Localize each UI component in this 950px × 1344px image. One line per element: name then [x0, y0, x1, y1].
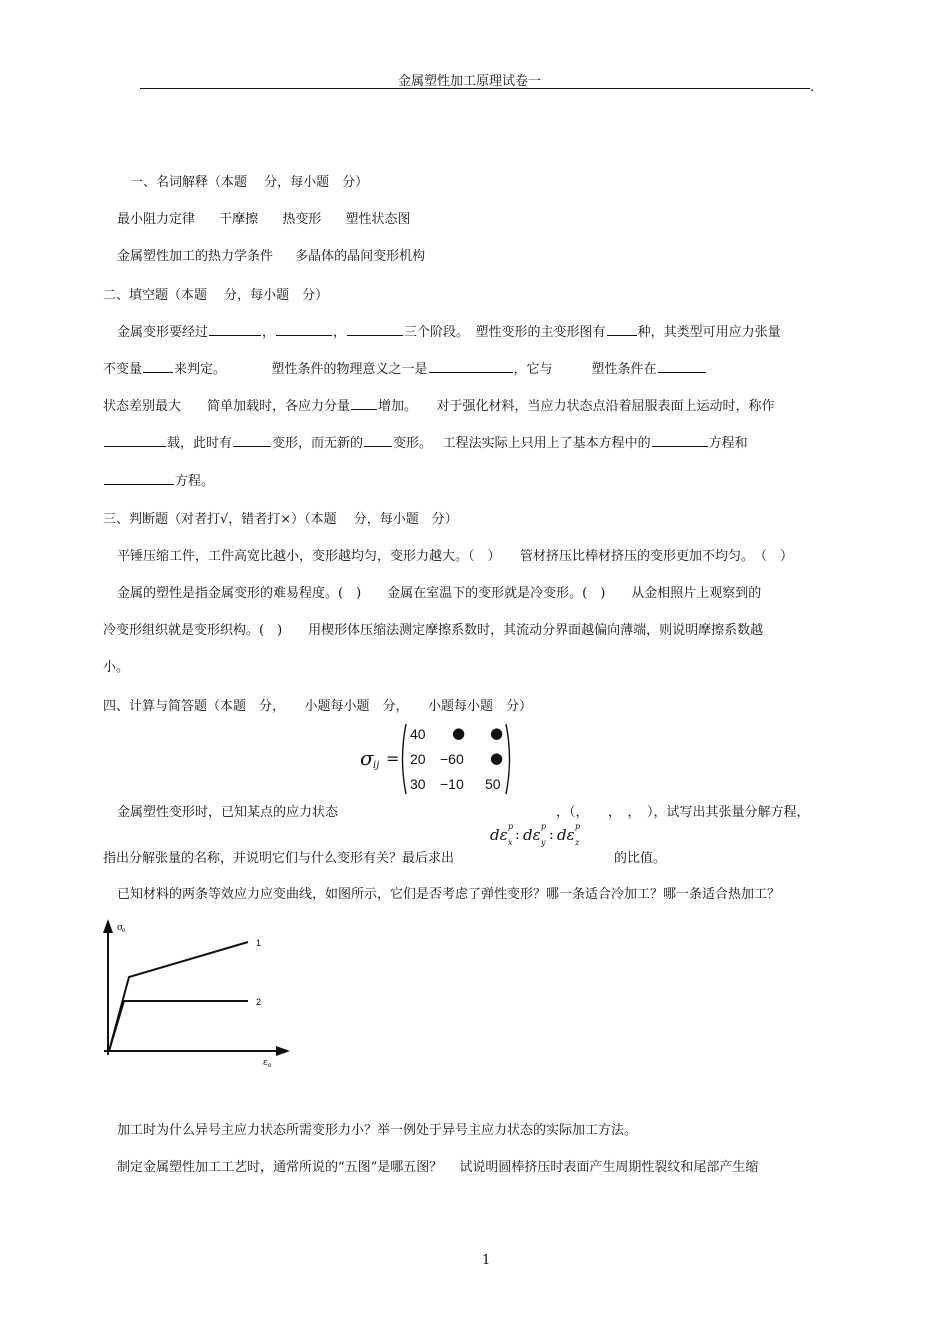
matrix-cell: 40	[410, 726, 426, 742]
text: 三个阶段。 塑性变形的主变形图有	[404, 325, 606, 340]
x-axis-label: ε	[263, 1058, 268, 1068]
ratio-sup: p	[541, 822, 547, 831]
matrix-cell: ●	[490, 749, 504, 767]
equals-sign: =	[386, 749, 400, 768]
y-axis-label: σ	[117, 923, 124, 933]
fill-line-3	[103, 395, 775, 414]
text: 不变量	[103, 362, 143, 377]
matrix-cell: 20	[410, 751, 426, 767]
text: 方程和	[708, 436, 748, 451]
ratio-sub: y	[541, 838, 546, 847]
ratio-sub: z	[575, 838, 580, 847]
blank	[364, 435, 392, 447]
matrix-cell: 50	[485, 776, 501, 792]
matrix-cell: −10	[440, 776, 464, 792]
colon: :	[515, 827, 520, 843]
x-axis-arrow	[276, 1046, 290, 1056]
fill-line-1	[117, 321, 781, 340]
curve-1-label: 1	[256, 938, 262, 948]
question-1-line-2: 指出分解张量的名称，并说明它们与什么变形有关？最后求出	[103, 851, 455, 866]
colon: :	[549, 827, 554, 843]
text: 增加。 对于强化材料，当应力状态点沿着屈服表面上运动时，称作	[378, 399, 775, 414]
y-axis-label-sub: e	[122, 927, 126, 934]
term-list-row-1	[117, 208, 410, 227]
text: 金属变形要经过	[117, 325, 209, 340]
blank	[233, 435, 271, 447]
section-4-heading: 四、计算与简答题（本题 分， 小题每小题 分， 小题每小题 分）	[103, 699, 533, 714]
x-axis-label-sub: e	[268, 1062, 272, 1069]
text: ，	[333, 325, 347, 340]
matrix-cell: −60	[440, 751, 464, 767]
term: 干摩擦	[219, 212, 259, 227]
blank	[429, 361, 513, 373]
ratio-term: dε	[523, 826, 541, 844]
blank	[652, 435, 708, 447]
matrix-cell: 30	[410, 776, 426, 792]
judge-line-3: 冷变形组织就是变形织构。( ) 用楔形体压缩法测定摩擦系数时，其流动分界面越偏向薄端，则说明摩擦系数越	[103, 623, 764, 638]
blank	[351, 398, 377, 410]
blank	[104, 435, 166, 447]
blank	[143, 361, 173, 373]
header-rule	[140, 88, 810, 89]
matrix-symbol: σ	[360, 746, 374, 770]
curve-1	[109, 942, 248, 1051]
text: 变形，而无新的	[272, 436, 364, 451]
blank	[607, 324, 637, 336]
text: 来判定。 塑性条件的物理意义之一是	[174, 362, 428, 377]
matrix-subscript: ij	[373, 760, 380, 771]
term-list-row-2	[117, 245, 425, 264]
text: 方程。	[175, 474, 215, 489]
section-3-heading: 三、判断题（对者打√，错者打×）（本题 分，每小题 分）	[103, 512, 458, 527]
term: 热变形	[282, 212, 322, 227]
curve-2-label: 2	[256, 997, 262, 1007]
fill-line-4	[103, 432, 748, 451]
page-title: 金属塑性加工原理试卷一	[398, 74, 542, 89]
text: ，它与 塑性条件在	[513, 362, 657, 377]
term: 最小阻力定律	[117, 212, 196, 227]
matrix-cell: ●	[452, 724, 466, 742]
term: 多晶体的晶间变形机构	[295, 249, 426, 264]
term: 金属塑性加工的热力学条件	[117, 249, 274, 264]
text: ，	[262, 325, 276, 340]
judge-line-4: 小。	[103, 660, 130, 675]
matrix-cell: ●	[490, 724, 504, 742]
page-number: 1	[482, 1253, 491, 1268]
section-1-heading: 一、名词解释（本题 分，每小题 分）	[130, 175, 369, 190]
ratio-term: dε	[490, 826, 508, 844]
question-1-line-2b: 的比值。	[614, 851, 667, 866]
question-1-line-1b: ，（， ， ， ），试写出其张量分解方程，	[556, 805, 810, 820]
ratio-sup: p	[575, 822, 581, 831]
stress-strain-figure	[96, 915, 306, 1070]
blank	[209, 324, 261, 336]
ratio-term: dε	[557, 826, 575, 844]
strain-ratio-formula	[490, 824, 610, 854]
blank	[347, 324, 403, 336]
fill-line-5	[103, 470, 214, 489]
blank	[658, 361, 706, 373]
header-mark: .	[810, 80, 815, 95]
stress-matrix	[360, 722, 520, 796]
question-3: 加工时为什么异号主应力状态所需变形力小？举一例处于异号主应力状态的实际加工方法。	[117, 1123, 638, 1138]
blank	[276, 324, 332, 336]
text: 种，其类型可用应力张量	[637, 325, 781, 340]
fill-line-2	[103, 358, 707, 377]
question-2: 已知材料的两条等效应力应变曲线，如图所示，它们是否考虑了弹性变形？哪一条适合冷加工？哪一条适合热加工？	[117, 887, 781, 902]
y-axis-arrow	[103, 919, 113, 933]
ratio-sup: p	[508, 822, 514, 831]
question-4: 制定金属塑性加工工艺时，通常所说的“五图”是哪五图？ 试说明圆棒挤压时表面产生周期性裂纹和尾部产生缩	[117, 1160, 759, 1175]
judge-line-1: 平锤压缩工件，工件高宽比越小，变形越均匀，变形力越大。（ ） 管材挤压比棒材挤压的变形更加不均匀。 （ ）	[117, 549, 794, 564]
curve-2	[109, 1001, 248, 1051]
section-2-heading: 二、填空题（本题 分，每小题 分）	[103, 288, 329, 303]
question-1-line-1: 金属塑性变形时，已知某点的应力状态	[117, 805, 339, 820]
term: 塑性状态图	[345, 212, 411, 227]
text: 变形。 工程法实际上只用上了基本方程中的	[393, 436, 651, 451]
blank	[104, 473, 174, 485]
ratio-sub: x	[508, 838, 513, 847]
judge-line-2: 金属的塑性是指金属变形的难易程度。( ) 金属在室温下的变形就是冷变形。( ) 从金相照片上观察到的	[117, 586, 762, 601]
text: 载，此时有	[167, 436, 233, 451]
text: 状态差别最大 简单加载时，各应力分量	[103, 399, 351, 414]
